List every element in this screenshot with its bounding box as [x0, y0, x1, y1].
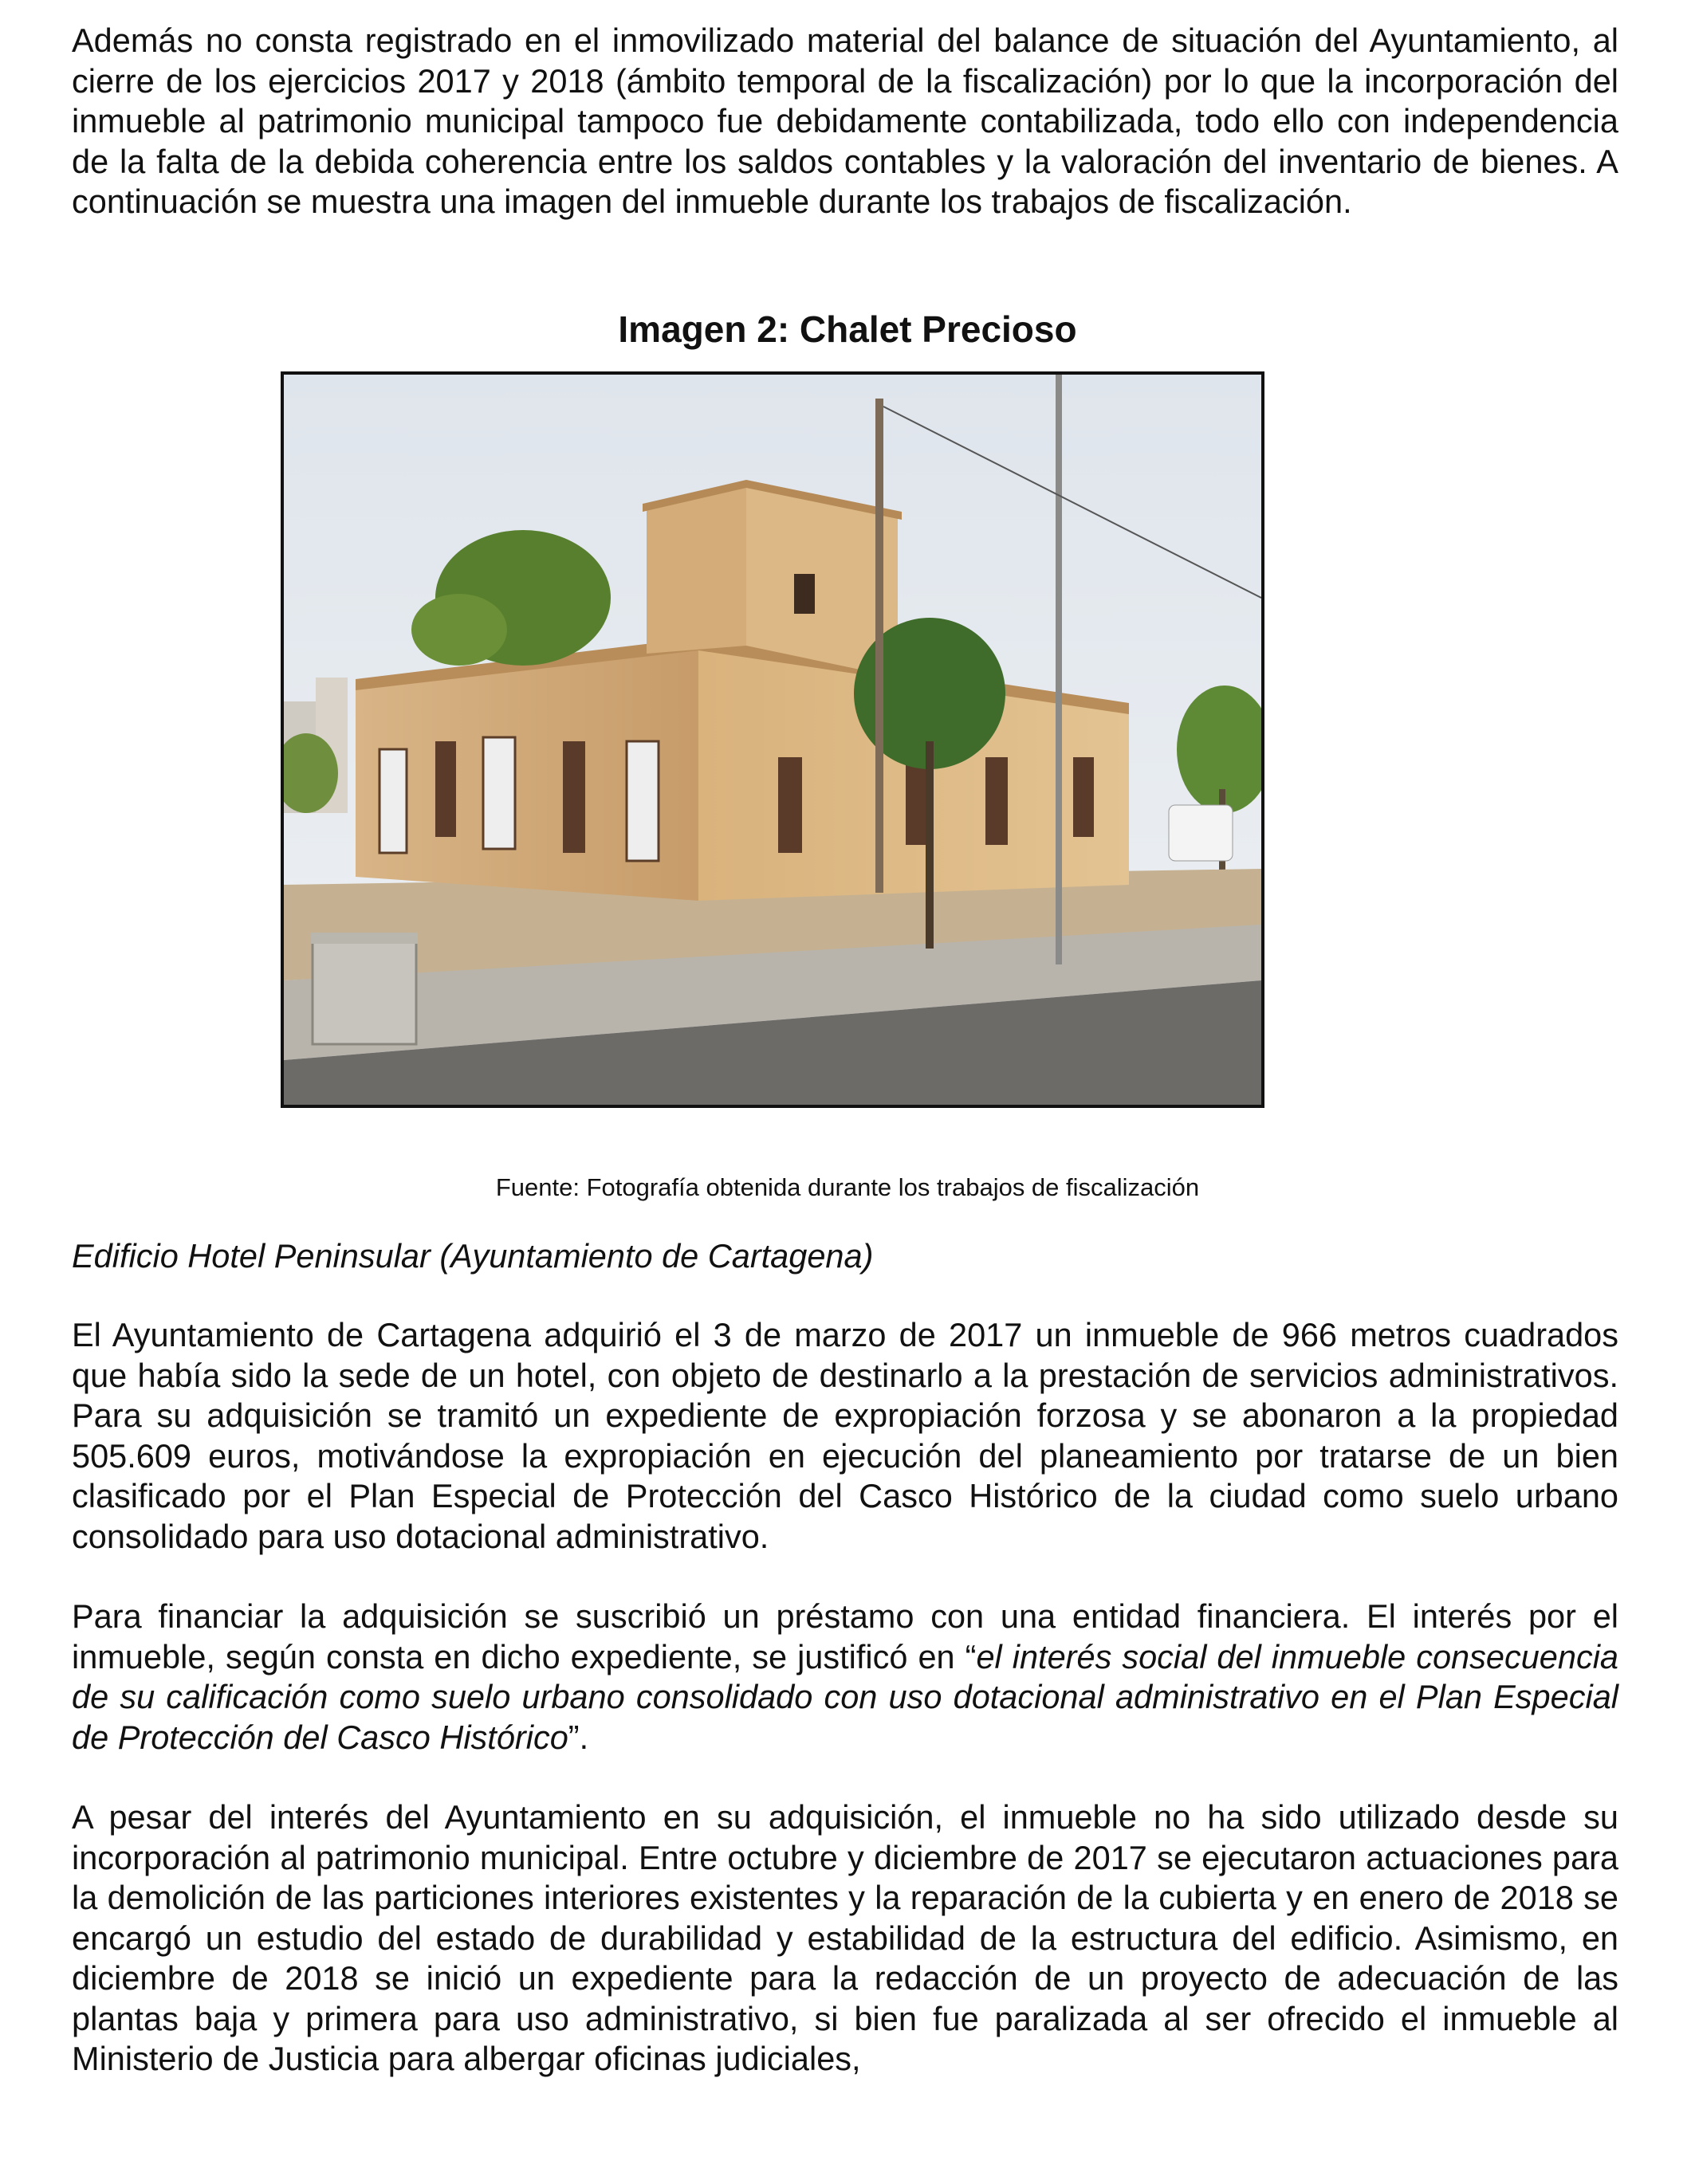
paragraph-financing: [72, 1597, 1618, 1758]
intro-paragraph: Además no consta registrado en el inmovilizado material del balance de situación del Ayuntamiento, al cierre de los ejercicios 2017 y 2018 (ámbito temporal de la fiscalización) por lo que la incorporación del inmueble al patrimonio municipal tampoco fue debidamente contabilizada, todo ello con independencia de la falta de la debida coherencia entre los saldos contables y la valoración del inventario de bienes. A continuación se muestra una imagen del inmueble durante los trabajos de fiscalización.: [72, 22, 1618, 220]
chalet-photo-illustration: [284, 375, 1261, 1105]
paragraph-financing-lead: Para financiar la adquisición se suscribió un préstamo con una entidad financiera. El interés por el inmueble, según consta en dicho expediente, se justificó en “: [72, 1597, 1618, 1675]
paragraph-financing-tail: ”.: [568, 1718, 589, 1756]
lower-section: [72, 1237, 1618, 2080]
section-heading: Edificio Hotel Peninsular (Ayuntamiento de Cartagena): [72, 1237, 874, 1275]
paragraph-financing-quote: el interés social del inmueble consecuencia de su calificación como suelo urbano consolidado con uso dotacional administrativo en el Plan Especial de Protección del Casco Histórico: [72, 1637, 1618, 1756]
figure-source: Fuente: Fotografía obtenida durante los trabajos de fiscalización: [495, 1173, 1200, 1201]
figure-title: Imagen 2: Chalet Precioso: [618, 308, 1077, 350]
chalet-photo: [281, 371, 1264, 1108]
paragraph-acquisition: El Ayuntamiento de Cartagena adquirió el 3 de marzo de 2017 un inmueble de 966 metros cuadrados que había sido la sede de un hotel, con objeto de destinarlo a la prestación de servicios administrativos. Para su adquisición se tramitó un expediente de expropiación forzosa y se abonaron a la propiedad 505.609 euros, motivándose la expropiación en ejecución del planeamiento por tratarse de un bien clasificado por el Plan Especial de Protección del Casco Histórico de la ciudad como suelo urbano consolidado para uso dotacional administrativo.: [72, 1316, 1618, 1555]
document-page: [72, 21, 1618, 222]
paragraph-usage: A pesar del interés del Ayuntamiento en su adquisición, el inmueble no ha sido utilizado desde su incorporación al patrimonio municipal. Entre octubre y diciembre de 2017 se ejecutaron actuaciones para la demolición de las particiones interiores existentes y la reparación de la cubierta y en enero de 2018 se encargó un estudio del estado de durabilidad y estabilidad de la estructura del edificio. Asimismo, en diciembre de 2018 se inició un expediente para la redacción de un proyecto de adecuación de las plantas baja y primera para uso administrativo, si bien fue paralizada al ser ofrecido el inmueble al Ministerio de Justicia para albergar oficinas judiciales,: [72, 1798, 1618, 2077]
